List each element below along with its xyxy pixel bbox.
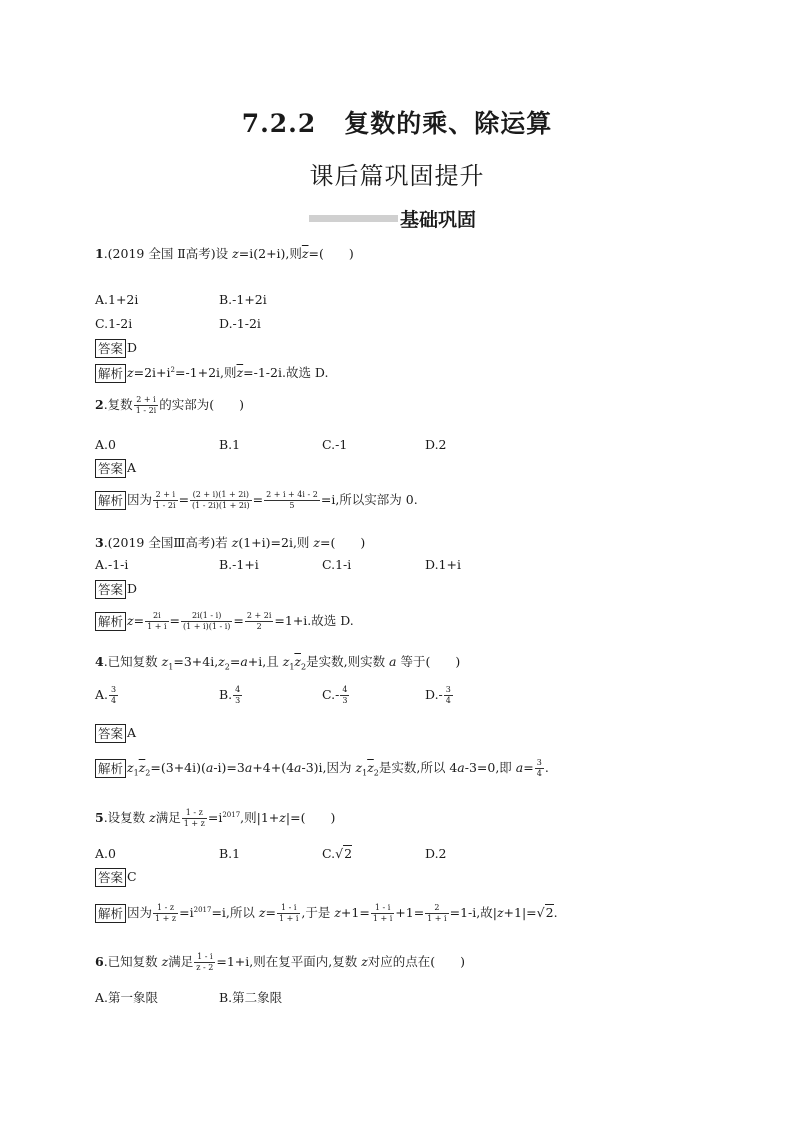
question-number: 1	[95, 246, 104, 261]
fraction: $\frac{2 + i}{1 - 2i}$	[135, 395, 157, 415]
answer-line	[95, 459, 136, 478]
question-number: 5	[95, 810, 104, 825]
analysis-line: 解析 $z=2i+i^2=-1+2i$,则$\overline{z}=-1-2i$.故选 D.	[95, 363, 328, 383]
option-a: A. $\frac{3}{4}$	[95, 685, 117, 705]
option-c: C.√2	[322, 846, 353, 861]
question-2-stem: 2.复数 $\frac{2 + i}{1 - 2i}$ 的实部为( )	[95, 395, 244, 415]
option-b: B.1	[219, 846, 241, 861]
option-c: C.1-i	[322, 557, 352, 572]
answer-value: C	[127, 869, 137, 884]
question-3-stem: 3.(2019 全国Ⅲ高考)若 z(1+i)=2i,则 z=( )	[95, 535, 366, 550]
analysis-line: 解析 因为 $\frac{2 + i}{1 - 2i}$ = $\frac{(2 + i)(1 + 2i)}{(1 - 2i)(1 + 2i)}$ = $\frac{2 + i + 4i - 2}{5}$ =i,所以实部为 0.	[95, 490, 418, 511]
answer-tag: 答案	[95, 459, 126, 478]
analysis-line: 解析 z= $\frac{2i}{1 + i}$ = $\frac{2i(1 - i)}{(1 + i)(1 - i)}$ = $\frac{2 + 2i}{2}$ =1+i.故选 D.	[95, 611, 354, 632]
question-4-stem: 4.已知复数 $z_1=3+4i,z_2=a+i$,且 $z_1\overline{z}_2$是实数,则实数 a 等于( )	[95, 654, 461, 672]
section-label: 基础巩固	[400, 209, 477, 231]
question-number: 3	[95, 535, 104, 550]
question-number: 6	[95, 954, 104, 969]
answer-tag: 答案	[95, 868, 126, 887]
option-c: C.- $\frac{4}{3}$	[322, 685, 348, 705]
analysis-tag: 解析	[95, 612, 126, 631]
analysis-line: 解析 因为 $\frac{1 - z}{1 + z}$ $=i^{2017}=i$,所以 z= $\frac{1 - i}{1 + i}$ ,于是 z+1= $\frac{1 - i}{1 + i}$ +1= $\frac{2}{1 + i}$ =1-i,故|z+1|=√2.	[95, 903, 558, 924]
section-number: 7.2.2	[241, 109, 317, 138]
question-1-stem: 1.(2019 全国 Ⅱ高考)设 z=i(2+i),则$\overline{z}=$( )	[95, 246, 354, 261]
answer-line	[95, 580, 137, 599]
option-d: D.2	[425, 846, 447, 861]
section-bar-decoration	[309, 215, 398, 222]
option-b: B.-1+i	[219, 557, 259, 572]
analysis-line: 解析 $z_1\overline{z}_2=(3+4i)(a-i)=3a+4+(4a-3)i$,因为 $z_1\overline{z}_2$是实数,所以 4a-3=0,即 a= $\frac{3}{4}$ .	[95, 758, 549, 779]
question-number: 4	[95, 654, 104, 669]
answer-line	[95, 724, 136, 743]
option-b: B.1	[219, 437, 241, 452]
option-a: A.1+2i	[95, 292, 139, 307]
answer-value: D	[127, 340, 138, 355]
analysis-tag: 解析	[95, 759, 126, 778]
question-6-stem: 6.已知复数 z满足 $\frac{1 - i}{z - 2}$ =1+i,则在复平面内,复数 z对应的点在( )	[95, 952, 466, 972]
option-d: D.- $\frac{3}{4}$	[425, 685, 451, 705]
option-c: C.1-2i	[95, 316, 133, 331]
option-a: A.第一象限	[95, 990, 159, 1005]
title-text: 复数的乘、除运算	[344, 109, 553, 138]
option-d: D.2	[425, 437, 447, 452]
option-b: B.-1+2i	[219, 292, 267, 307]
answer-tag: 答案	[95, 580, 126, 599]
answer-line	[95, 868, 137, 887]
option-a: A.-1-i	[95, 557, 129, 572]
question-5-stem: 5.设复数 z满足 $\frac{1 - z}{1 + z}$ $=i^{2017}$,则|1+z|=( )	[95, 808, 336, 828]
analysis-tag: 解析	[95, 904, 126, 923]
option-b: B. $\frac{4}{3}$	[219, 685, 241, 705]
option-c: C.-1	[322, 437, 348, 452]
question-number: 2	[95, 397, 104, 412]
answer-line	[95, 339, 137, 358]
answer-value: D	[127, 581, 138, 596]
option-d: D.-1-2i	[219, 316, 261, 331]
option-a: A.0	[95, 437, 116, 452]
page-title	[0, 104, 794, 140]
page-subtitle: 课后篇巩固提升	[309, 162, 485, 190]
answer-value: A	[127, 460, 137, 475]
answer-tag: 答案	[95, 724, 126, 743]
answer-value: A	[127, 725, 137, 740]
analysis-tag: 解析	[95, 491, 126, 510]
answer-tag: 答案	[95, 339, 126, 358]
option-d: D.1+i	[425, 557, 461, 572]
analysis-tag: 解析	[95, 364, 126, 383]
option-a: A.0	[95, 846, 116, 861]
option-b: B.第二象限	[219, 990, 283, 1005]
